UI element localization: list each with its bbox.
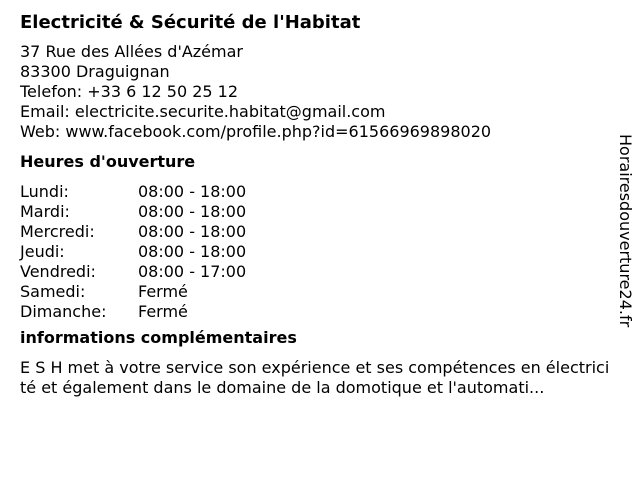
business-listing [20,10,610,398]
address-street: 37 Rue des Allées d'Azémar [20,42,243,61]
hours-time: 08:00 - 18:00 [138,222,247,241]
hours-row-monday [20,182,610,202]
hours-row-sunday [20,302,610,322]
hours-day: Mardi: [20,202,70,221]
hours-day: Jeudi: [20,242,65,261]
site-watermark: Horairesdouverture24.fr [616,134,635,328]
opening-hours-heading: Heures d'ouverture [20,152,196,171]
email-line: Email: electricite.securite.habitat@gmail.com [20,102,386,121]
hours-row-saturday [20,282,610,302]
additional-info-heading: informations complémentaires [20,328,297,347]
hours-row-friday [20,262,610,282]
web-line: Web: www.facebook.com/profile.php?id=61566969898020 [20,122,492,141]
additional-info-text: E S H met à votre service son expérience et ses compétences en électricité et également dans le domaine de la domotique et l'automati... [20,358,610,397]
phone-line: Telefon: +33 6 12 50 25 12 [20,82,239,101]
hours-time: 08:00 - 18:00 [138,202,247,221]
hours-time: Fermé [138,282,188,301]
hours-row-wednesday [20,222,610,242]
hours-day: Dimanche: [20,302,107,321]
opening-hours-list [20,182,610,322]
hours-time: 08:00 - 17:00 [138,262,247,281]
address-city: 83300 Draguignan [20,62,170,81]
hours-row-thursday [20,242,610,262]
hours-time: Fermé [138,302,188,321]
hours-day: Mercredi: [20,222,95,241]
hours-day: Vendredi: [20,262,96,281]
hours-row-tuesday [20,202,610,222]
hours-day: Lundi: [20,182,69,201]
hours-time: 08:00 - 18:00 [138,242,247,261]
hours-day: Samedi: [20,282,86,301]
business-name: Electricité & Sécurité de l'Habitat [20,12,361,33]
hours-time: 08:00 - 18:00 [138,182,247,201]
